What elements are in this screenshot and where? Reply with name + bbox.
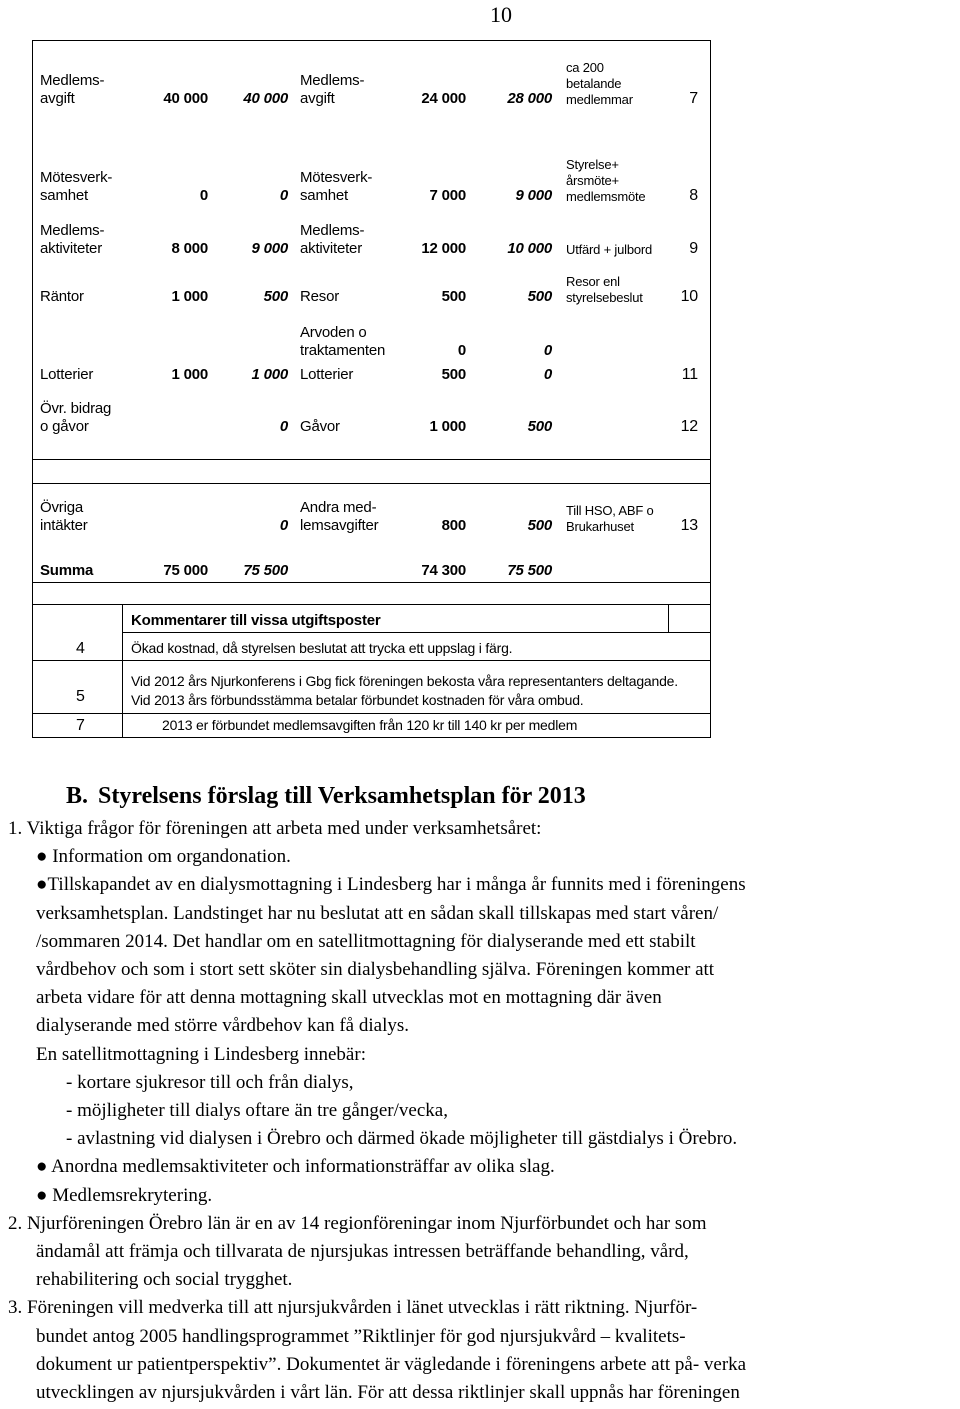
reference-number: 11	[681, 366, 698, 383]
body-line: ändamål att främja och tillvarata de njursjukas intressen beträffande behandling, vård,	[36, 1241, 689, 1262]
reference-number: 12	[680, 418, 698, 435]
table-rule	[710, 40, 711, 605]
body-line: dokument ur patientperspektiv”. Dokumentet är vägledande i föreningens arbete att på- verka	[36, 1353, 747, 1375]
income-outcome-value: 9 000	[251, 240, 288, 257]
income-outcome-value: 0	[279, 187, 288, 204]
income-budget-value: 8 000	[171, 240, 208, 257]
table-rule	[668, 604, 669, 632]
body-line: arbeta vidare för att denna mottagning skall utvecklas mot en mottagning där även	[36, 987, 662, 1009]
income-label: Mötesverk-	[40, 169, 113, 186]
comment-line: Ökad kostnad, då styrelsen beslutat att trycka ett uppslag i färg.	[131, 640, 513, 656]
reference-number: 13	[680, 517, 698, 534]
income-outcome-value: 0	[279, 418, 288, 435]
comment-text: Resor enl	[566, 274, 620, 289]
body-line: rehabilitering och social trygghet.	[36, 1269, 293, 1291]
expense-outcome-value: 500	[527, 418, 552, 435]
body-line: ● Anordna medlemsaktiviteter och informationsträffar av olika slag.	[36, 1156, 555, 1178]
body-line: 1. Viktiga frågor för föreningen att arbeta med under verksamhetsåret:	[8, 818, 542, 839]
body-line: 2. Njurföreningen Örebro län är en av 14 regionföreningar inom Njurförbundet och har som	[8, 1212, 707, 1234]
table-rule	[122, 604, 123, 737]
comment-text: betalande	[566, 76, 622, 91]
page-number: 10	[490, 2, 512, 27]
table-rule	[32, 459, 711, 460]
table-rule	[710, 604, 711, 737]
income-label: samhet	[40, 187, 88, 204]
income-budget-value: 1 000	[171, 288, 208, 305]
sum-income-budget: 75 000	[163, 562, 208, 579]
body-line: ● Information om organdonation.	[36, 846, 291, 868]
reference-number: 10	[680, 288, 698, 305]
body-line: bundet antog 2005 handlingsprogrammet ”Riktlinjer för god njursjukvård – kvalitets-	[36, 1325, 686, 1347]
body-line: dialyserande med större vårdbehov kan få dialys.	[36, 1015, 410, 1037]
expense-outcome-value: 500	[527, 517, 552, 534]
expense-label: traktamenten	[300, 342, 386, 359]
comment-number: 5	[76, 688, 85, 705]
income-label: Medlems-	[40, 72, 105, 89]
expense-label: Mötesverk-	[300, 169, 373, 186]
expense-label: Medlems-	[300, 222, 365, 239]
comment-number: 7	[76, 717, 85, 734]
income-budget-value: 1 000	[171, 366, 208, 383]
income-label: o gåvor	[40, 418, 89, 435]
reference-number: 7	[689, 90, 698, 107]
body-line: 3. Föreningen vill medverka till att njursjukvården i länet utvecklas i rätt riktning. Njurför-	[8, 1297, 698, 1319]
expense-label: Medlems-	[300, 72, 365, 89]
expense-budget-value: 500	[441, 366, 466, 383]
expense-budget-value: 500	[441, 288, 466, 305]
sum-expense-budget: 74 300	[421, 562, 466, 579]
body-line: verksamhetsplan. Landstinget har nu beslutat att en sådan skall tillskapas med start våren/	[36, 902, 719, 924]
comment-text: Till HSO, ABF o	[566, 503, 654, 518]
income-outcome-value: 500	[263, 288, 288, 305]
expense-label: Resor	[300, 288, 340, 305]
body-line: En satellitmottagning i Lindesberg innebär:	[36, 1043, 366, 1065]
table-rule	[32, 737, 711, 738]
income-label: Övriga	[40, 499, 83, 516]
expense-label: samhet	[300, 187, 348, 204]
comment-number: 4	[76, 640, 85, 657]
table-rule	[32, 483, 711, 484]
table-rule	[32, 604, 33, 737]
income-label: aktiviteter	[40, 240, 102, 257]
comment-text: medlemmar	[566, 92, 633, 107]
table-rule	[32, 40, 33, 605]
reference-number: 8	[689, 187, 698, 204]
expense-label: avgift	[300, 90, 335, 107]
expense-label: Lotterier	[300, 366, 354, 383]
comment-text: ca 200	[566, 60, 604, 75]
comment-line: 2013 er förbundet medlemsavgiften från 120 kr till 140 kr per medlem	[162, 717, 578, 733]
table-rule	[32, 40, 711, 41]
section-letter: B.	[66, 783, 89, 809]
expense-outcome-value: 500	[527, 288, 552, 305]
comment-text: medlemsmöte	[566, 189, 646, 204]
comment-text: Brukarhuset	[566, 519, 634, 534]
comment-line: Vid 2012 års Njurkonferens i Gbg fick föreningen bekosta våra representanters deltagande.	[131, 673, 678, 689]
body-line: vårdbehov och som i stort sett sköter sin dialysbehandling själva. Föreningen kommer att	[36, 959, 715, 980]
income-budget-value: 0	[199, 187, 208, 204]
expense-label: aktiviteter	[300, 240, 362, 257]
table-rule	[32, 660, 711, 661]
body-line: - avlastning vid dialysen i Örebro och därmed ökade möjligheter till gästdialys i Örebro.	[66, 1128, 738, 1150]
sum-income-outcome: 75 500	[243, 562, 288, 579]
expense-label: Gåvor	[300, 418, 340, 435]
table-rule	[32, 582, 711, 583]
income-label: Övr. bidrag	[40, 400, 112, 417]
table-rule	[32, 604, 711, 605]
body-line: utvecklingen av njursjukvården i vårt län. För att dessa riktlinjer skall uppnås har föreningen	[36, 1382, 740, 1403]
expense-outcome-value: 0	[543, 342, 552, 359]
reference-number: 9	[689, 240, 698, 257]
body-line: - möjligheter till dialys oftare än tre gånger/vecka,	[66, 1100, 448, 1121]
income-outcome-value: 40 000	[243, 90, 288, 107]
body-line: - kortare sjukresor till och från dialys,	[66, 1071, 354, 1093]
expense-label: Arvoden o	[300, 324, 367, 341]
expense-budget-value: 24 000	[421, 90, 466, 107]
income-outcome-value: 1 000	[251, 366, 288, 383]
comment-text: Styrelse+	[566, 157, 619, 172]
body-line: ●Tillskapandet av en dialysmottagning i Lindesberg har i många år funnits med i föreningens	[36, 874, 746, 896]
expense-budget-value: 1 000	[429, 418, 466, 435]
comment-text: styrelsebeslut	[566, 290, 643, 305]
expense-outcome-value: 9 000	[515, 187, 552, 204]
expense-label: lemsavgifter	[300, 517, 379, 534]
table-rule	[32, 713, 711, 714]
comment-line: Vid 2013 års förbundsstämma betalar förbundet kostnaden för våra ombud.	[131, 692, 584, 708]
sum-expense-outcome: 75 500	[507, 562, 552, 579]
sum-label: Summa	[40, 562, 94, 579]
income-label: Räntor	[40, 288, 84, 305]
income-budget-value: 40 000	[163, 90, 208, 107]
body-line: ● Medlemsrekrytering.	[36, 1184, 213, 1206]
income-label: avgift	[40, 90, 75, 107]
table-rule	[122, 632, 711, 633]
income-label: Medlems-	[40, 222, 105, 239]
expense-outcome-value: 10 000	[507, 240, 552, 257]
income-outcome-value: 0	[279, 517, 288, 534]
comments-title: Kommentarer till vissa utgiftsposter	[131, 612, 381, 629]
section-heading	[66, 783, 586, 810]
expense-outcome-value: 0	[543, 366, 552, 383]
section-title: Styrelsens förslag till Verksamhetsplan för 2013	[98, 783, 586, 809]
expense-budget-value: 800	[441, 517, 466, 534]
expense-budget-value: 12 000	[421, 240, 466, 257]
comment-text: årsmöte+	[566, 173, 619, 188]
body-line: /sommaren 2014. Det handlar om en satellitmottagning för dialyserande med ett stabilt	[36, 930, 696, 952]
income-label: Lotterier	[40, 366, 94, 383]
expense-budget-value: 0	[457, 342, 466, 359]
expense-label: Andra med-	[300, 499, 377, 516]
comment-text: Utfärd + julbord	[566, 242, 653, 257]
expense-budget-value: 7 000	[429, 187, 466, 204]
income-label: intäkter	[40, 517, 88, 534]
expense-outcome-value: 28 000	[507, 90, 552, 107]
